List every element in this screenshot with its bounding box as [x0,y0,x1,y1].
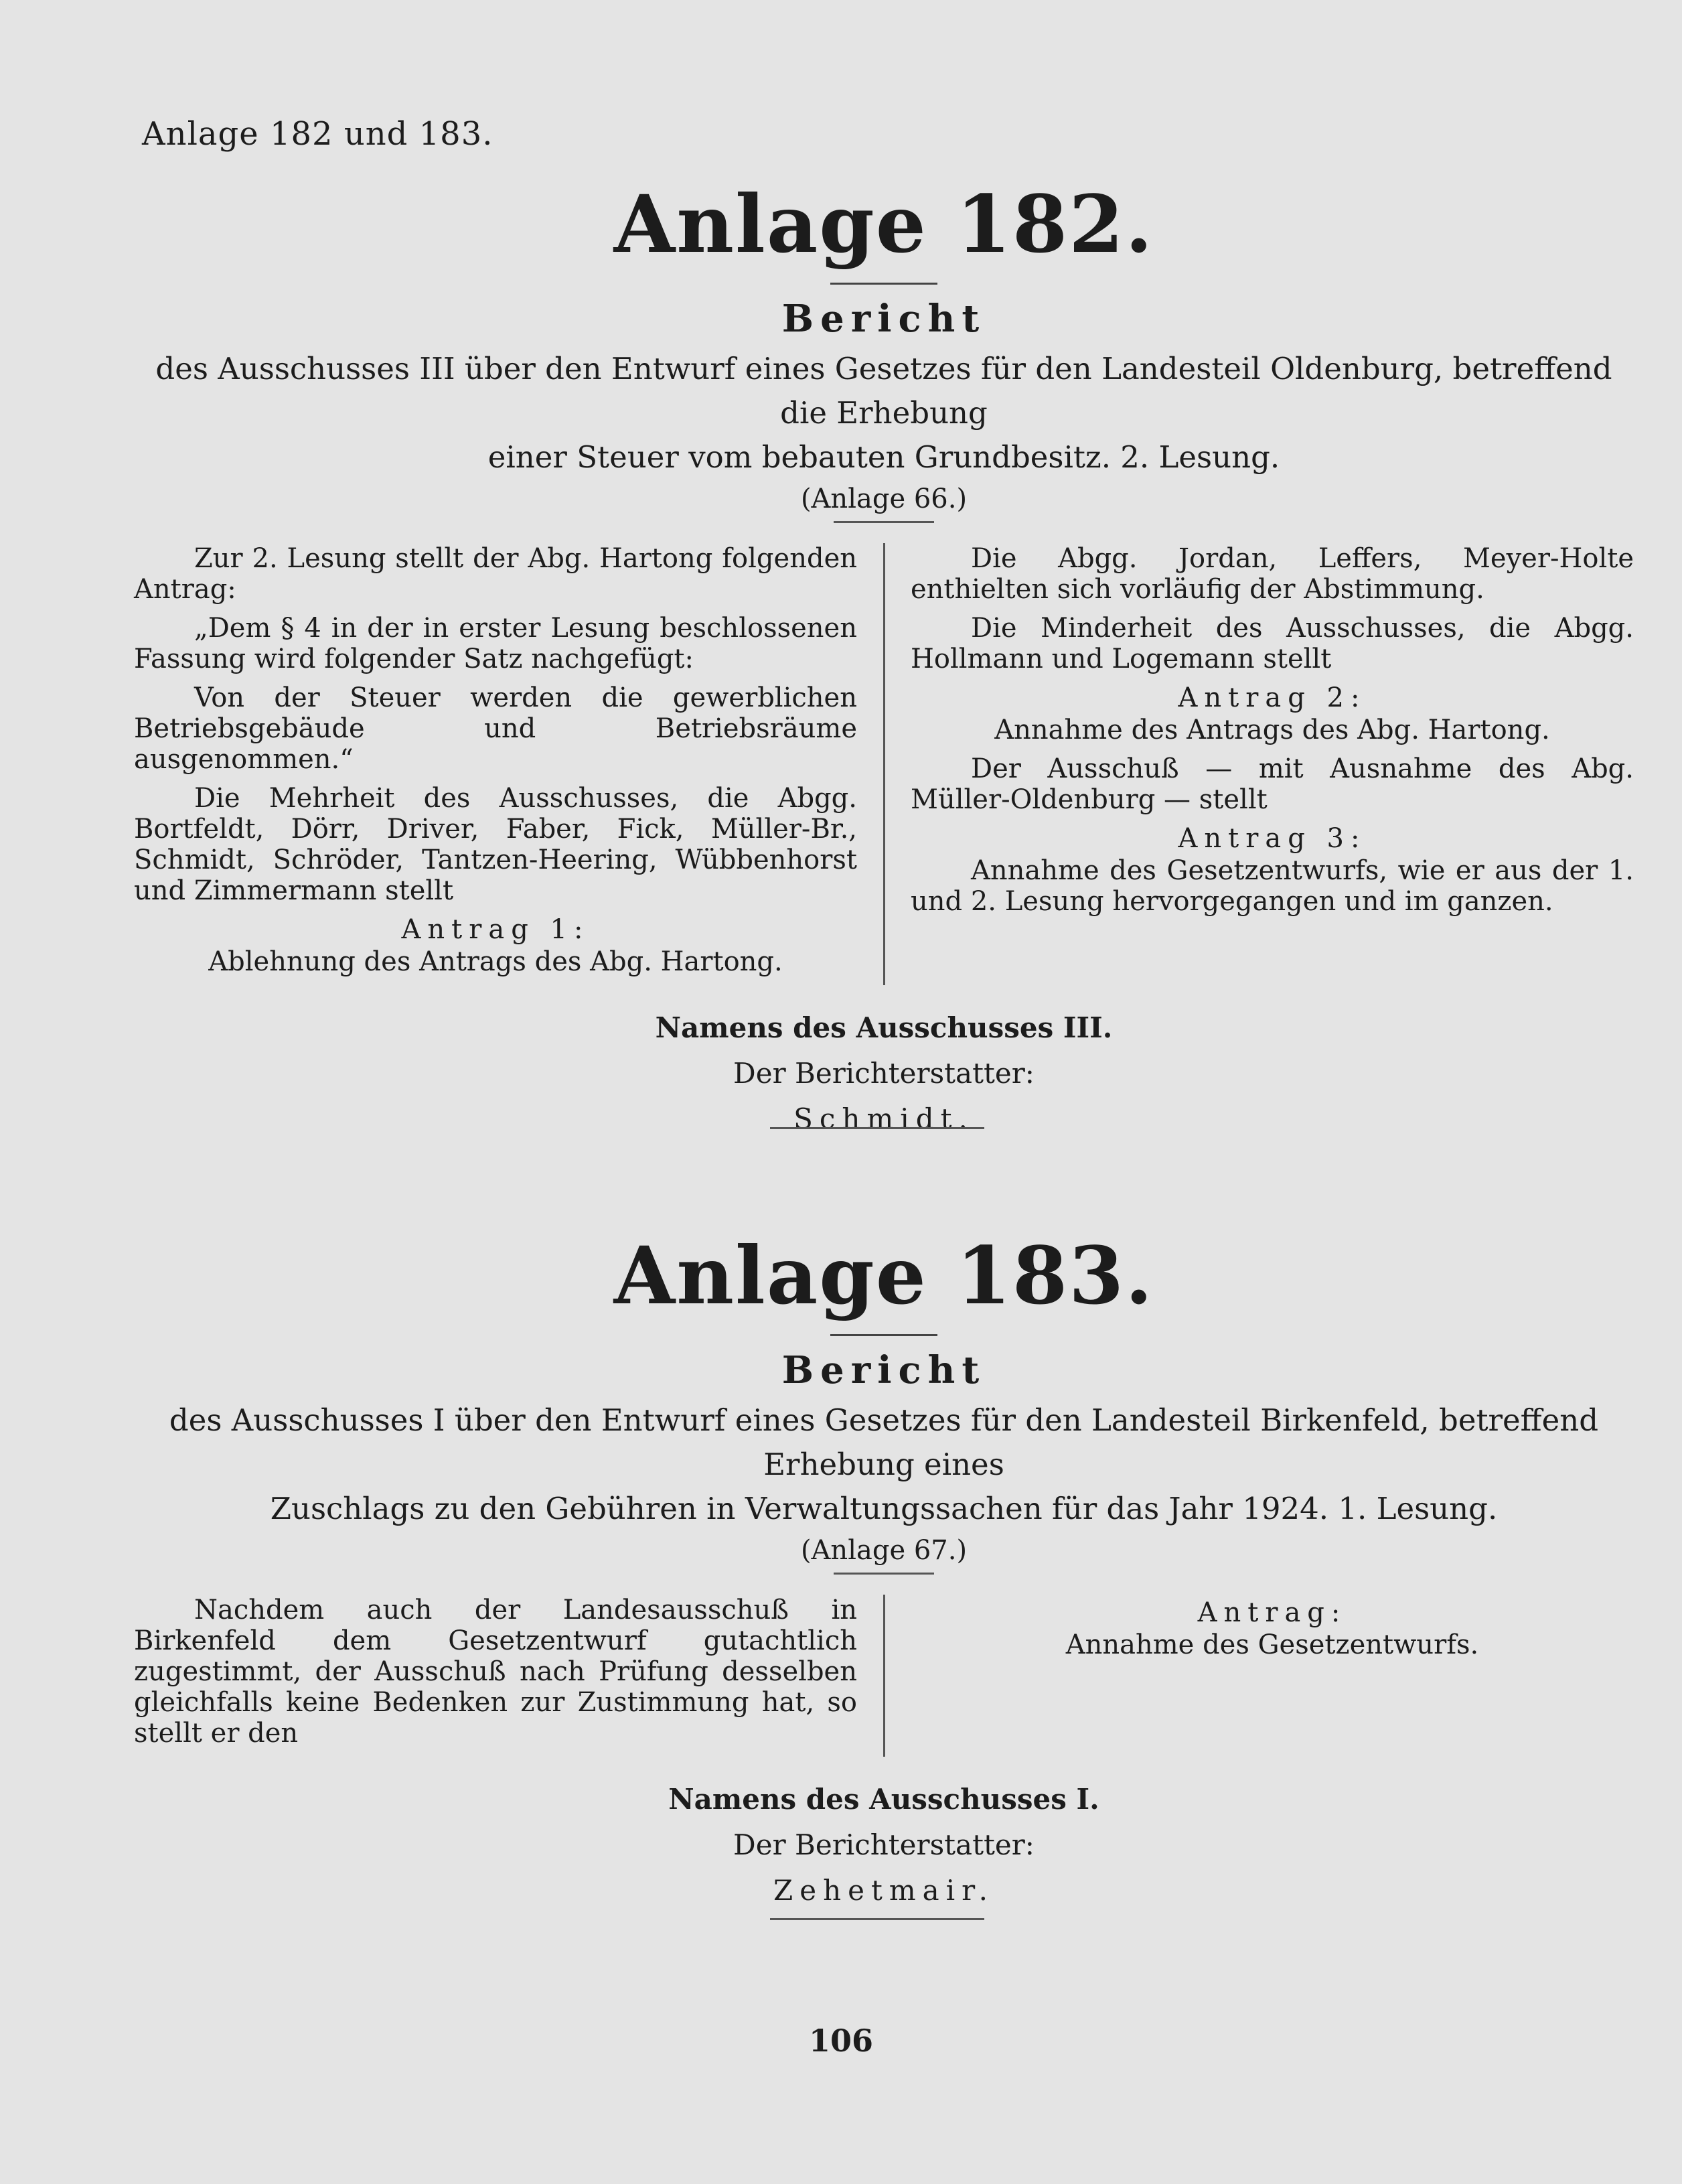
section-separator [770,1127,984,1129]
report-subject [137,1398,1630,1531]
signature-committee: Namens des Ausschusses I. [668,1782,1099,1816]
title-rule [830,1334,937,1336]
paragraph-quote: „Dem § 4 in der in erster Lesung beschlossenen Fassung wird folgender Satz nachgefügt: [134,612,857,674]
bericht-heading: Bericht [781,296,986,341]
anlage-182-section [134,177,1634,1142]
left-column [134,543,857,985]
two-column-body [134,543,1634,985]
signature-block [134,1777,1634,1913]
column-divider [883,543,885,985]
column-divider [883,1595,885,1757]
anlage-183-title: Anlage 183. [613,1229,1154,1322]
paragraph: Der Ausschuß — mit Ausnahme des Abg. Müller-Oldenburg — stellt [911,753,1634,815]
signature-role: Der Berichterstatter: [733,1828,1035,1861]
subject-line-2: Zuschlags zu den Gebühren in Verwaltungssachen für das Jahr 1924. 1. Lesung. [270,1490,1498,1526]
antrag-text: Ablehnung des Antrags des Abg. Hartong. [208,946,783,977]
report-subject [137,347,1630,480]
antrag-text: Annahme des Gesetzentwurfs, wie er aus der 1. und 2. Lesung hervorgegangen und im ganzen. [911,855,1634,917]
anlage-182-title: Anlage 182. [613,177,1154,271]
subject-line-1: des Ausschusses I über den Entwurf eines Gesetzes für den Landesteil Birkenfeld, betreffend Erhebung eines [169,1402,1599,1482]
antrag-heading: Antrag: [1197,1597,1347,1628]
reference-rule [834,521,934,523]
paragraph: Die Minderheit des Ausschusses, die Abgg. Hollmann und Logemann stellt [911,612,1634,674]
subject-line-1: des Ausschusses III über den Entwurf eines Gesetzes für den Landesteil Oldenburg, betreffend die Erhebung [155,350,1612,431]
antrag-heading: Antrag 2: [1178,682,1367,713]
antrag-heading: Antrag 3: [1178,822,1367,854]
reference-rule [834,1573,934,1575]
left-column [134,1595,857,1757]
signature-block [134,1005,1634,1142]
reference: (Anlage 67.) [800,1534,968,1566]
paragraph-quote-text: Von der Steuer werden die gewerblichen Betriebsgebäude und Betriebsräume ausgenommen.“ [134,682,857,775]
signature-name: Zehetmair. [773,1873,994,1907]
subject-line-2: einer Steuer vom bebauten Grundbesitz. 2. Lesung. [487,439,1280,475]
right-column [911,1595,1634,1757]
running-head: Anlage 182 und 183. [142,115,493,153]
title-rule [830,283,937,285]
antrag-heading: Antrag 1: [401,914,590,945]
signature-role: Der Berichterstatter: [733,1056,1035,1090]
anlage-183-section [134,1229,1634,1913]
paragraph: Die Abgg. Jordan, Leffers, Meyer-Holte enthielten sich vorläufig der Abstimmung. [911,542,1634,605]
signature-committee: Namens des Ausschusses III. [655,1011,1113,1044]
bericht-heading: Bericht [781,1348,986,1392]
antrag-text: Annahme des Antrags des Abg. Hartong. [994,714,1550,745]
antrag-text: Annahme des Gesetzentwurfs. [1065,1629,1479,1660]
two-column-body [134,1595,1634,1757]
page-number: 106 [808,2023,874,2059]
signature-name: Schmidt. [793,1102,974,1135]
section-separator [770,1918,984,1920]
reference: (Anlage 66.) [800,483,968,514]
paragraph: Nachdem auch der Landesausschuß in Birkenfeld dem Gesetzentwurf gutachtlich zugestimmt, der Ausschuß nach Prüfung desselben gleichfalls keine Bedenken zur Zustimmung hat, so stellt er den [134,1594,857,1749]
right-column [911,543,1634,985]
paragraph: Zur 2. Lesung stellt der Abg. Hartong folgenden Antrag: [134,542,857,605]
paragraph: Die Mehrheit des Ausschusses, die Abgg. Bortfeldt, Dörr, Driver, Faber, Fick, Müller-Br., Schmidt, Schröder, Tantzen-Heering, Wübbenhorst und Zimmermann stellt [134,782,857,906]
